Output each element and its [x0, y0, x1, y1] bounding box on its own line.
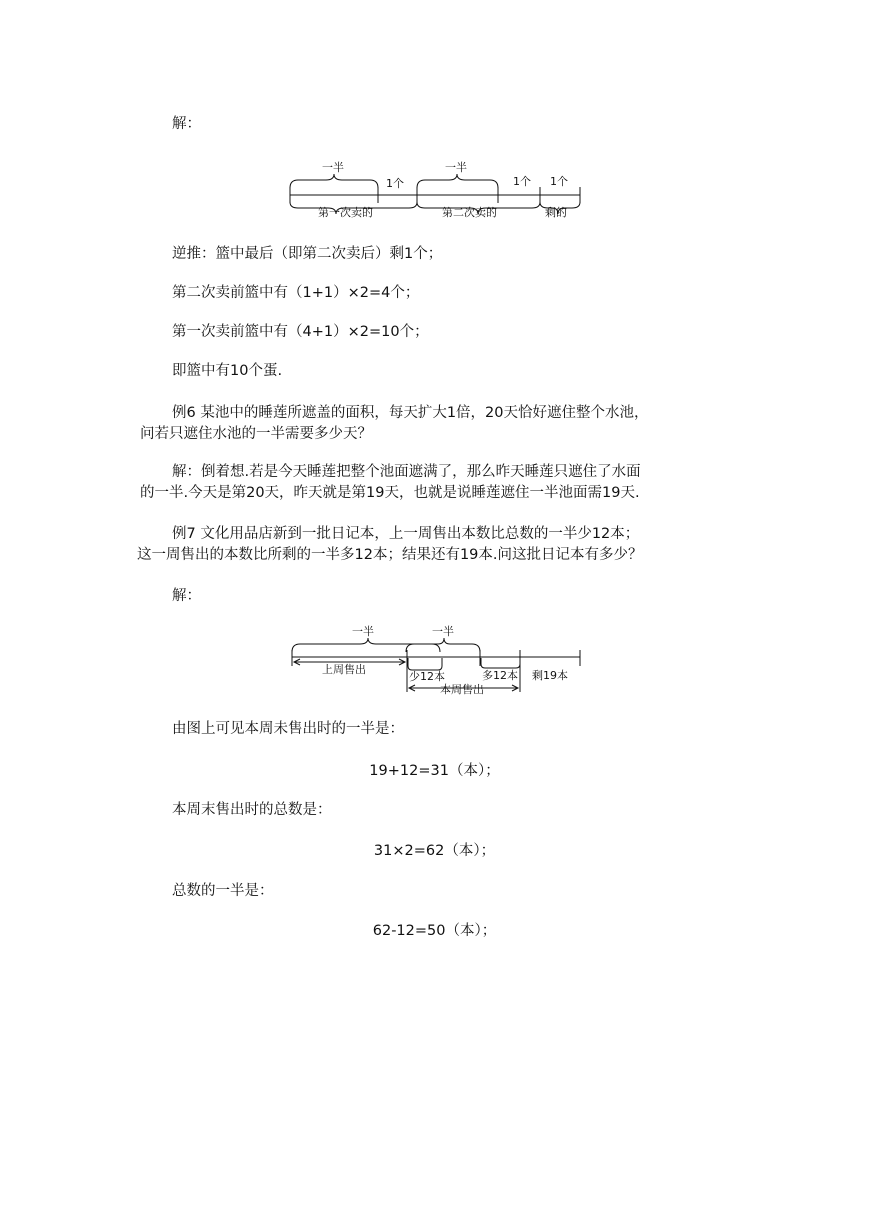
solution-label: 解： [172, 116, 201, 132]
second-sold-label: 第二次卖的 [442, 206, 497, 219]
one-label-3: 1个 [550, 175, 568, 188]
equation-2: 31×2=62（本）； [373, 843, 496, 859]
from-figure-text: 由图上可见本周未售出时的一半是： [172, 721, 404, 737]
solution6-line1: 解：倒着想.若是今天睡莲把整个池面遮满了，那么昨天睡莲只遮住了水面 [172, 464, 641, 480]
first-sale-before: 第一次卖前篮中有（4+1）×2=10个； [172, 324, 429, 340]
notebook-sale-diagram [0, 622, 869, 702]
total-label: 本周末售出时的总数是： [172, 802, 332, 818]
solution6-line2: 的一半.今天是第20天，昨天就是第19天，也就是说睡莲遮住一半池面需19天. [140, 485, 640, 501]
example6-line2: 问若只遮住水池的一半需要多少天？ [140, 426, 372, 442]
half-label-2: 一半 [445, 161, 467, 174]
half-label-1: 一半 [322, 161, 344, 174]
example7-line2: 这一周售出的本数比所剩的一半多12本；结果还有19本.问这批日记本有多少？ [137, 547, 643, 563]
equation-3: 62-12=50（本）； [372, 923, 497, 939]
example7-line1: 例7 文化用品店新到一批日记本，上一周售出本数比总数的一半少12本； [172, 526, 640, 542]
equation-1: 19+12=31（本）； [369, 763, 500, 779]
one-label-1: 1个 [386, 177, 404, 190]
reverse-reasoning: 逆推：篮中最后（即第二次卖后）剩1个； [172, 246, 443, 262]
remaining-label: 剩的 [545, 206, 567, 219]
half-label-b: 一半 [432, 625, 454, 638]
last-week-label: 上周售出 [322, 663, 366, 676]
first-sold-label: 第一次卖的 [318, 206, 373, 219]
this-week-label: 本周售出 [440, 683, 484, 696]
one-label-2: 1个 [513, 175, 531, 188]
egg-sale-diagram [0, 160, 869, 230]
more12-label: 多12本 [482, 669, 518, 682]
left19-label: 剩19本 [532, 669, 568, 682]
half-label-a: 一半 [352, 625, 374, 638]
egg-answer: 即篮中有10个蛋. [172, 363, 283, 379]
solution-label-2: 解： [172, 588, 201, 604]
second-sale-before: 第二次卖前篮中有（1+1）×2=4个； [172, 285, 420, 301]
less12-label: 少12本 [409, 670, 445, 683]
example6-line1: 例6 某池中的睡莲所遮盖的面积，每天扩大1倍，20天恰好遮住整个水池， [172, 405, 649, 421]
half-total-label: 总数的一半是： [172, 883, 274, 899]
